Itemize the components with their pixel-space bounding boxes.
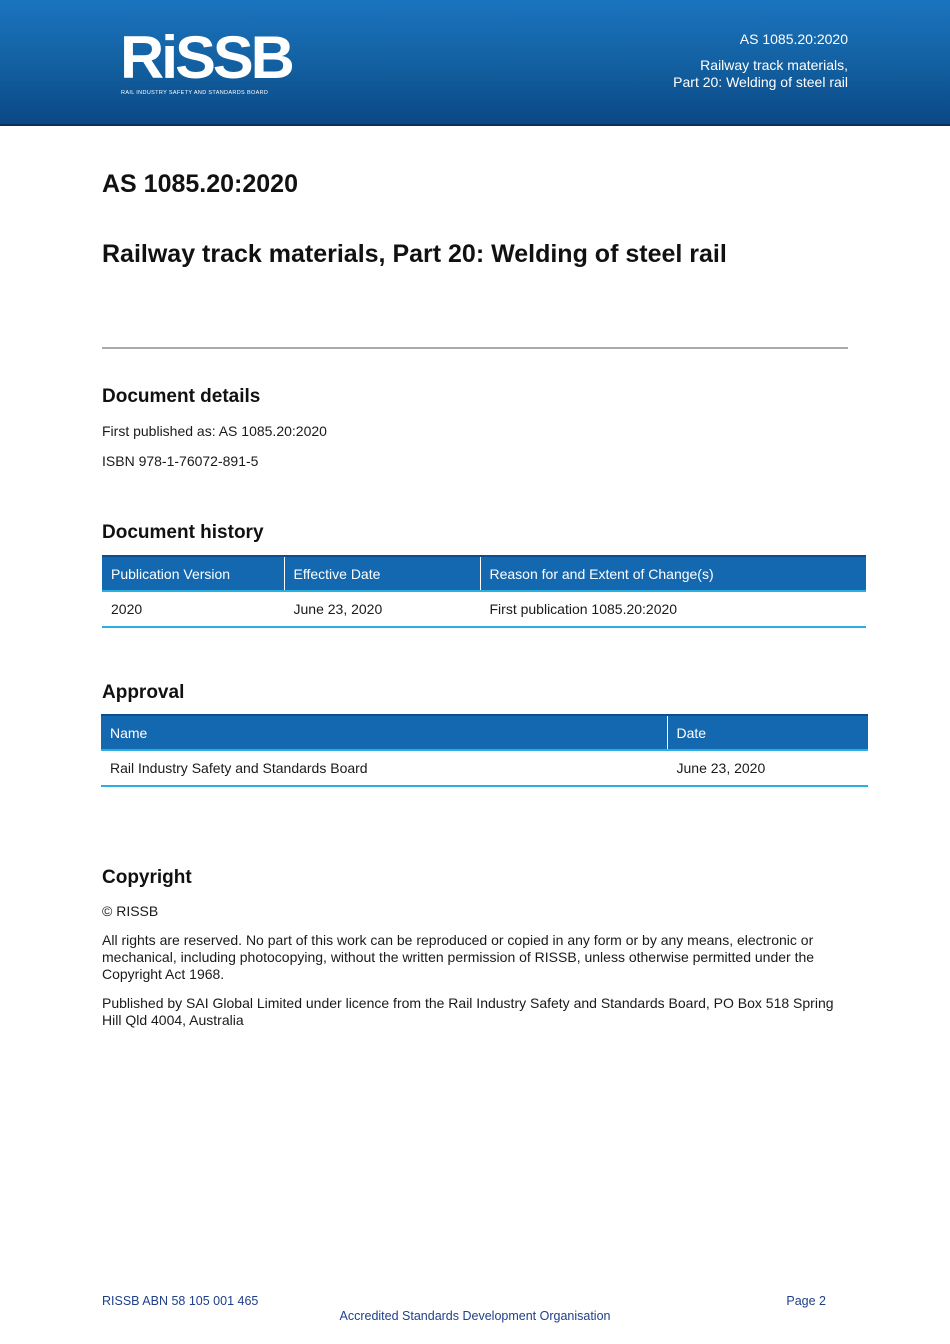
footer-org: Accredited Standards Development Organisation (339, 1309, 611, 1323)
history-cell-version: 2020 (102, 591, 284, 627)
details-heading: Document details (102, 386, 261, 407)
history-heading: Document history (102, 522, 264, 543)
header-doc-code: AS 1085.20:2020 (739, 31, 848, 47)
rissb-logo (120, 24, 296, 100)
isbn: ISBN 978-1-76072-891-5 (102, 453, 259, 469)
table-row (101, 750, 868, 786)
footer-page-number: Page 2 (786, 1294, 826, 1308)
logo-tagline: RAIL INDUSTRY SAFETY AND STANDARDS BOARD (121, 90, 269, 96)
document-code: AS 1085.20:2020 (102, 170, 298, 198)
copyright-publisher: Published by SAI Global Limited under licence from the Rail Industry Safety and Standards Board, PO Box 518 Spring Hill Qld 4004, Australia (102, 995, 834, 1028)
document-title: Railway track materials, Part 20: Welding of steel rail (102, 240, 727, 268)
header-banner (0, 0, 950, 126)
table-row (102, 591, 866, 627)
approval-col-date: Date (667, 715, 868, 750)
history-col-date: Effective Date (284, 556, 480, 591)
approval-cell-date: June 23, 2020 (667, 750, 868, 786)
approval-cell-name: Rail Industry Safety and Standards Board (101, 750, 667, 786)
history-table (102, 555, 866, 628)
header-title-line2: Part 20: Welding of steel rail (673, 74, 848, 90)
history-col-reason: Reason for and Extent of Change(s) (480, 556, 866, 591)
history-cell-reason: First publication 1085.20:2020 (480, 591, 866, 627)
header-doc-info (673, 31, 848, 91)
approval-heading: Approval (102, 682, 185, 703)
first-published: First published as: AS 1085.20:2020 (102, 423, 327, 439)
history-cell-date: June 23, 2020 (284, 591, 480, 627)
approval-table (101, 714, 868, 787)
copyright-rights: All rights are reserved. No part of this work can be reproduced or copied in any form or by any means, electronic or mechanical, including photocopying, without the written permission of RISSB, unless otherwise permitted under the Copyright Act 1968. (102, 932, 815, 982)
history-col-version: Publication Version (102, 556, 284, 591)
copyright-heading: Copyright (102, 867, 192, 888)
logo-wordmark: RiSSB (120, 24, 292, 91)
footer-abn: RISSB ABN 58 105 001 465 (102, 1294, 259, 1308)
copyright-symbol: © RISSB (102, 903, 159, 919)
header-title-line1: Railway track materials, (700, 57, 848, 73)
approval-col-name: Name (101, 715, 667, 750)
title-divider (102, 347, 848, 349)
